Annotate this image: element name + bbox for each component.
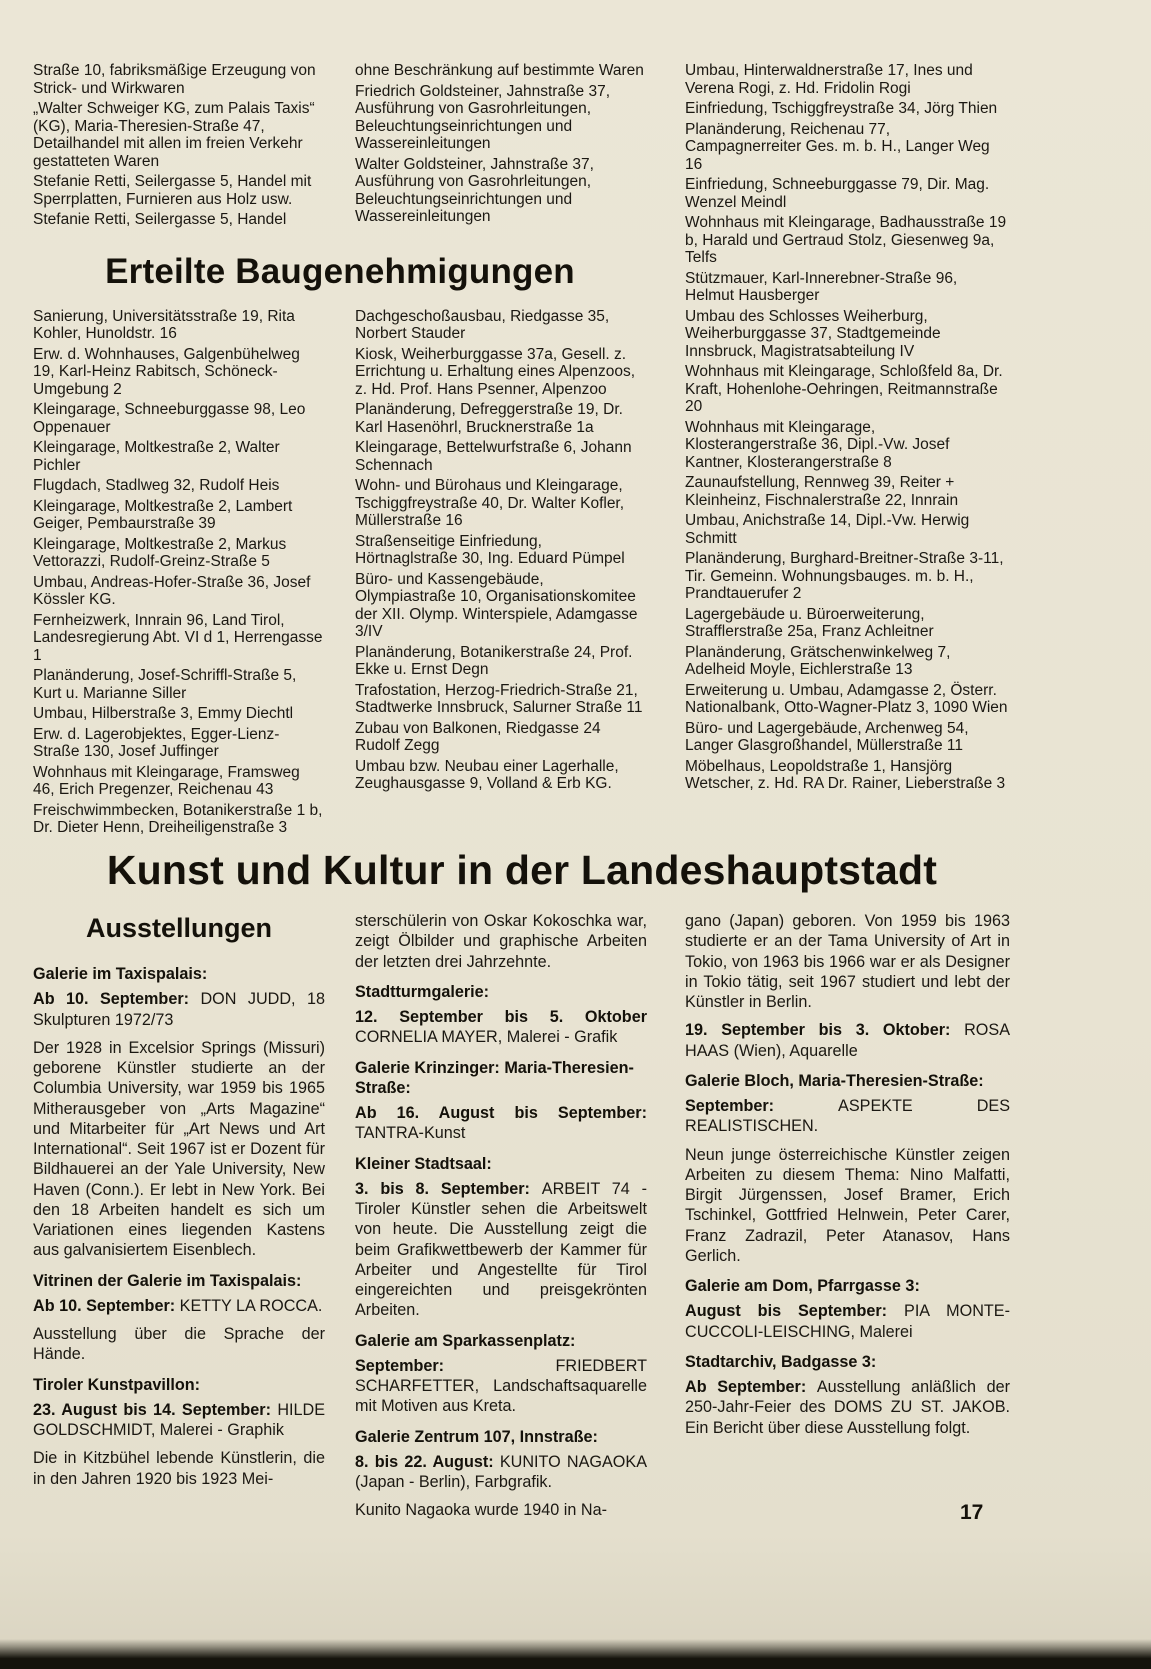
exhibition-item-entry: September: ASPEKTE DES REALISTISCHEN. [685, 1097, 1010, 1136]
exhibition-item-entry: 12. September bis 5. Oktober CORNELIA MAYER, Malerei - Grafik [355, 1008, 647, 1047]
permit-entry: Wohnhaus mit Kleingarage, Klosterangerstraße 36, Dipl.-Vw. Josef Kantner, Klosterangerstraße 8 [685, 418, 950, 471]
exhibition-item-venue: Galerie Bloch, Maria-Theresien-Straße: [685, 1071, 984, 1090]
permit-entry: Kleingarage, Bettelwurfstraße 6, Johann Schennach [355, 439, 632, 474]
exhibition-item-para: gano (Japan) geboren. Von 1959 bis 1963 studierte er an der Tama University of Art in Tokio, von 1963 bis 1966 war er als Designer in Tokio tätig, seit 1967 studiert und lebt der Künstler in Berlin. [685, 912, 1010, 1012]
exhibition-item-para: sterschülerin von Oskar Kokoschka war, zeigt Ölbilder und graphische Arbeiten der letzten drei Jahrzehnte. [355, 912, 647, 971]
permit-entry: Wohn- und Bürohaus und Kleingarage, Tschiggfreystraße 40, Dr. Walter Kofler, Müllerstraße 16 [355, 477, 625, 529]
permits-row [33, 308, 647, 840]
notice-entry: Walter Goldsteiner, Jahnstraße 37, Ausführung von Gasrohrleitungen, Beleuchtungseinrichtungen und Wassereinleitungen [355, 155, 594, 225]
entry-date-label: September: [355, 1356, 556, 1375]
exhibition-item-para: Kunito Nagaoka wurde 1940 in Na- [355, 1501, 607, 1520]
entry-date-label: August bis September: [685, 1302, 905, 1321]
permits-col1 [33, 308, 325, 840]
permit-entry: Planänderung, Defreggerstraße 19, Dr. Karl Hasenöhrl, Brucknerstraße 1a [355, 401, 623, 436]
permit-entry: Erw. d. Wohnhauses, Galgenbühelweg 19, Karl-Heinz Rabitsch, Schöneck-Umgebung 2 [33, 345, 300, 398]
permit-entry: Einfriedung, Tschiggfreystraße 34, Jörg Thien [685, 100, 998, 117]
notice-entry: Stefanie Retti, Seilergasse 5, Handel mit Sperrplatten, Furnieren aus Holz usw. [33, 173, 312, 208]
exhibition-item-venue: Tiroler Kunstpavillon: [33, 1375, 200, 1394]
culture-section [33, 848, 1011, 1529]
exhibition-item-para: Der 1928 in Excelsior Springs (Missuri) geborene Künstler studierte an der Columbia University, war 1959 bis 1965 Mitherausgeber von „Arts Magazine“ und Mitarbeiter für „Art News und Art International“. Seit 1967 ist er Dozent für Bildhauerei an der Yale University, New Haven (Conn.). Er lebt in New York. Bei den 18 Arbeiten handelt es sich um Variationen eines liegenden Kastens aus galvanisiertem Eisenblech. [33, 1038, 325, 1260]
culture-col2-items [355, 911, 647, 1521]
permit-entry: Kleingarage, Moltkestraße 2, Lambert Geiger, Pembaurstraße 39 [33, 497, 293, 532]
entry-date-label: 19. September bis 3. Oktober: [685, 1021, 965, 1040]
permit-entry: Stützmauer, Karl-Innerebner-Straße 96, Helmut Hausberger [685, 269, 958, 304]
permit-entry: Planänderung, Botanikerstraße 24, Prof. Ekke u. Ernst Degn [355, 643, 633, 678]
entry-date-label: 3. bis 8. September: [355, 1179, 542, 1198]
entry-date-label: 12. September bis 5. Oktober [355, 1008, 647, 1027]
exhibitions-heading: Ausstellungen [85, 913, 273, 944]
permit-entry: Zaunaufstellung, Rennweg 39, Reiter + Kleinheinz, Fischnalerstraße 22, Innrain [685, 474, 959, 509]
permit-entry: Einfriedung, Schneeburggasse 79, Dir. Mag. Wenzel Meindl [685, 176, 990, 211]
culture-col2 [355, 911, 647, 1529]
entry-date-label: Ab 16. August bis September: [355, 1104, 647, 1123]
permit-entry: Wohnhaus mit Kleingarage, Schloßfeld 8a, Dr. Kraft, Hohenlohe-Oehringen, Reitmannstraße 20 [685, 363, 1003, 415]
entry-date-label: September: [685, 1097, 839, 1116]
permit-entry: Fernheizwerk, Innrain 96, Land Tirol, Landesregierung Abt. VI d 1, Herrengasse 1 [33, 611, 323, 664]
permit-entry: Zubau von Balkonen, Riedgasse 24 Rudolf Zegg [355, 719, 601, 754]
trade-notices-row [33, 62, 647, 232]
permit-entry: Straßenseitige Einfriedung, Hörtnaglstraße 30, Ing. Eduard Pümpel [355, 532, 625, 567]
building-permits-section [33, 62, 1011, 840]
permit-entry: Kleingarage, Schneeburggasse 98, Leo Oppenauer [33, 401, 306, 436]
notice-entry: „Walter Schweiger KG, zum Palais Taxis“ (KG), Maria-Theresien-Straße 47, Detailhandel mit allen im freien Verkehr gestatteten Waren [33, 100, 315, 170]
permit-entry: Kiosk, Weiherburggasse 37a, Gesell. z. Errichtung u. Erhaltung eines Alpenzoos, z. Hd. Prof. Hans Psenner, Alpenzoo [355, 345, 636, 398]
exhibition-item-entry: 19. September bis 3. Oktober: ROSA HAAS (Wien), Aquarelle [685, 1021, 1010, 1060]
permit-entry: Flugdach, Stadlweg 32, Rudolf Heis [33, 477, 280, 494]
permit-entry: Umbau des Schlosses Weiherburg, Weiherburggasse 37, Stadtgemeinde Innsbruck, Magistratsabteilung IV [685, 307, 941, 360]
exhibition-item-para: Neun junge österreichische Künstler zeigen Arbeiten zu diesem Thema: Nino Malfatti, Birgit Jürgenssen, Josef Bramer, Erich Tschinkel, Gottfried Helnwein, Peter Carer, Franz Zadrazil, Peter Atanasov, Hans Gerlich. [685, 1145, 1010, 1265]
culture-heading: Kunst und Kultur in der Landeshauptstadt [106, 847, 938, 893]
permit-entry: Lagergebäude u. Büroerweiterung, Strafflerstraße 25a, Franz Achleitner [685, 605, 934, 640]
notice-entry: Friedrich Goldsteiner, Jahnstraße 37, Ausführung von Gasrohrleitungen, Beleuchtungseinrichtungen und Wassereinleitungen [355, 82, 611, 152]
permit-entry: Sanierung, Universitätsstraße 19, Rita Kohler, Hunoldstr. 16 [33, 307, 295, 342]
exhibition-item-para: Ausstellung über die Sprache der Hände. [33, 1325, 325, 1364]
trade-notices-col2 [355, 62, 647, 232]
permit-entry: Büro- und Lagergebäude, Archenweg 54, Langer Glasgroßhandel, Müllerstraße 11 [685, 719, 969, 754]
permit-entry: Umbau, Hinterwaldnerstraße 17, Ines und Verena Rogi, z. Hd. Fridolin Rogi [685, 62, 973, 97]
exhibition-item-para: Die in Kitzbühel lebende Künstlerin, die in den Jahren 1920 bis 1923 Mei- [33, 1449, 325, 1488]
culture-col3 [685, 911, 1010, 1529]
exhibition-item-venue: Kleiner Stadtsaal: [355, 1154, 492, 1173]
exhibition-item-entry: Ab September: Ausstellung anläßlich der 250-Jahr-Feier des DOMS ZU ST. JAKOB. Ein Bericht über diese Ausstellung folgt. [685, 1378, 1010, 1437]
entry-date-label: Ab 10. September: [33, 990, 201, 1009]
permit-entry: Umbau, Anichstraße 14, Dipl.-Vw. Herwig Schmitt [685, 512, 970, 547]
exhibition-item-entry: 3. bis 8. September: ARBEIT 74 - Tiroler Künstler sehen die Arbeitswelt von heute. Die Ausstellung zeigt die beim Grafikwettbewerb der Kammer für Arbeiter und Angestellte für Tirol eingereichten und preisgekrönten Arbeiten. [355, 1179, 647, 1320]
notice-entry: Straße 10, fabriksmäßige Erzeugung von Strick- und Wirkwaren [33, 62, 316, 97]
scan-edge-shadow [0, 1639, 1151, 1669]
exhibition-item-entry: August bis September: PIA MONTE-CUCCOLI-LEISCHING, Malerei [685, 1302, 1010, 1341]
entry-date-label: 23. August bis 14. September: [33, 1400, 278, 1419]
permit-entry: Kleingarage, Moltkestraße 2, Markus Vettorazzi, Rudolf-Greinz-Straße 5 [33, 535, 287, 570]
page-number: 17 [960, 1501, 984, 1524]
exhibition-item-venue: Galerie am Dom, Pfarrgasse 3: [685, 1277, 920, 1296]
exhibition-item-venue: Galerie Krinzinger: Maria-Theresien-Straße: [355, 1058, 634, 1097]
exhibition-item-venue: Stadtarchiv, Badgasse 3: [685, 1352, 877, 1371]
permits-heading: Erteilte Baugenehmigungen [105, 251, 575, 291]
permits-col2 [355, 308, 647, 840]
exhibition-item-venue: Stadtturmgalerie: [355, 982, 490, 1001]
culture-col1-items [33, 964, 325, 1489]
permit-entry: Umbau, Andreas-Hofer-Straße 36, Josef Kössler KG. [33, 573, 311, 608]
permit-entry: Erweiterung u. Umbau, Adamgasse 2, Österr. Nationalbank, Otto-Wagner-Platz 3, 1090 Wien [685, 681, 1008, 716]
exhibition-item-entry: Ab 10. September: DON JUDD, 18 Skulpturen 1972/73 [33, 990, 325, 1029]
exhibition-item-venue: Vitrinen der Galerie im Taxispalais: [33, 1271, 302, 1290]
permit-entry: Umbau, Hilberstraße 3, Emmy Diechtl [33, 705, 294, 722]
permit-entry: Planänderung, Josef-Schriffl-Straße 5, Kurt u. Marianne Siller [33, 667, 297, 702]
exhibition-item-entry: Ab 16. August bis September: TANTRA-Kunst [355, 1104, 647, 1143]
exhibition-item-entry: Ab 10. September: KETTY LA ROCCA. [33, 1296, 323, 1315]
permit-entry: Trafostation, Herzog-Friedrich-Straße 21, Stadtwerke Innsbruck, Salurner Straße 11 [355, 681, 643, 716]
permit-entry: Planänderung, Grätschenwinkelweg 7, Adelheid Moyle, Eichlerstraße 13 [685, 643, 951, 678]
permit-entry: Dachgeschoßausbau, Riedgasse 35, Norbert Stauder [355, 307, 610, 342]
permit-entry: Büro- und Kassengebäude, Olympiastraße 10, Organisationskomitee der XII. Olymp. Winterspiele, Adamgasse 3/IV [355, 570, 638, 640]
culture-col3-items [685, 911, 1010, 1438]
permit-entry: Kleingarage, Moltkestraße 2, Walter Pichler [33, 439, 280, 474]
exhibition-item-venue: Galerie am Sparkassenplatz: [355, 1331, 576, 1350]
permit-entry: Wohnhaus mit Kleingarage, Framsweg 46, Erich Pregenzer, Reichenau 43 [33, 763, 300, 798]
permit-entry: Erw. d. Lagerobjektes, Egger-Lienz-Straße 130, Josef Juffinger [33, 725, 280, 760]
permit-entry: Freischwimmbecken, Botanikerstraße 1 b, Dr. Dieter Henn, Dreiheiligenstraße 3 [33, 801, 323, 836]
entry-date-label: 8. bis 22. August: [355, 1452, 500, 1471]
culture-columns [33, 911, 1011, 1529]
entry-date-label: Ab September: [685, 1378, 817, 1397]
exhibition-item-entry: 8. bis 22. August: KUNITO NAGAOKA (Japan - Berlin), Farbgrafik. [355, 1452, 647, 1492]
permit-entry: Wohnhaus mit Kleingarage, Badhausstraße 19 b, Harald und Gertraud Stolz, Giesenweg 9a, Telfs [685, 214, 1007, 266]
permit-entry: Umbau bzw. Neubau einer Lagerhalle, Zeughausgasse 9, Volland & Erb KG. [355, 757, 619, 792]
permit-entry: Planänderung, Burghard-Breitner-Straße 3-11, Tir. Gemeinn. Wohnungsbauges. m. b. H., Prandtauerufer 2 [685, 550, 1004, 602]
permits-left-area [33, 62, 647, 840]
notice-entry: ohne Beschränkung auf bestimmte Waren [355, 62, 644, 79]
notice-entry: Stefanie Retti, Seilergasse 5, Handel [33, 211, 287, 228]
entry-date-label: Ab 10. September: [33, 1296, 180, 1315]
culture-col1 [33, 911, 325, 1529]
permit-entry: Möbelhaus, Leopoldstraße 1, Hansjörg Wetscher, z. Hd. RA Dr. Rainer, Lieberstraße 3 [685, 757, 1006, 792]
permits-col3 [685, 62, 1010, 840]
trade-notices-col1 [33, 62, 325, 232]
exhibition-item-venue: Galerie Zentrum 107, Innstraße: [355, 1427, 598, 1446]
permit-entry: Planänderung, Reichenau 77, Campagnerreiter Ges. m. b. H., Langer Weg 16 [685, 120, 990, 173]
exhibition-item-entry: September: FRIEDBERT SCHARFETTER, Landschaftsaquarelle mit Motiven aus Kreta. [355, 1356, 647, 1416]
exhibition-item-venue: Galerie im Taxispalais: [33, 965, 208, 984]
exhibition-item-entry: 23. August bis 14. September: HILDE GOLDSCHMIDT, Malerei - Graphik [33, 1400, 325, 1440]
